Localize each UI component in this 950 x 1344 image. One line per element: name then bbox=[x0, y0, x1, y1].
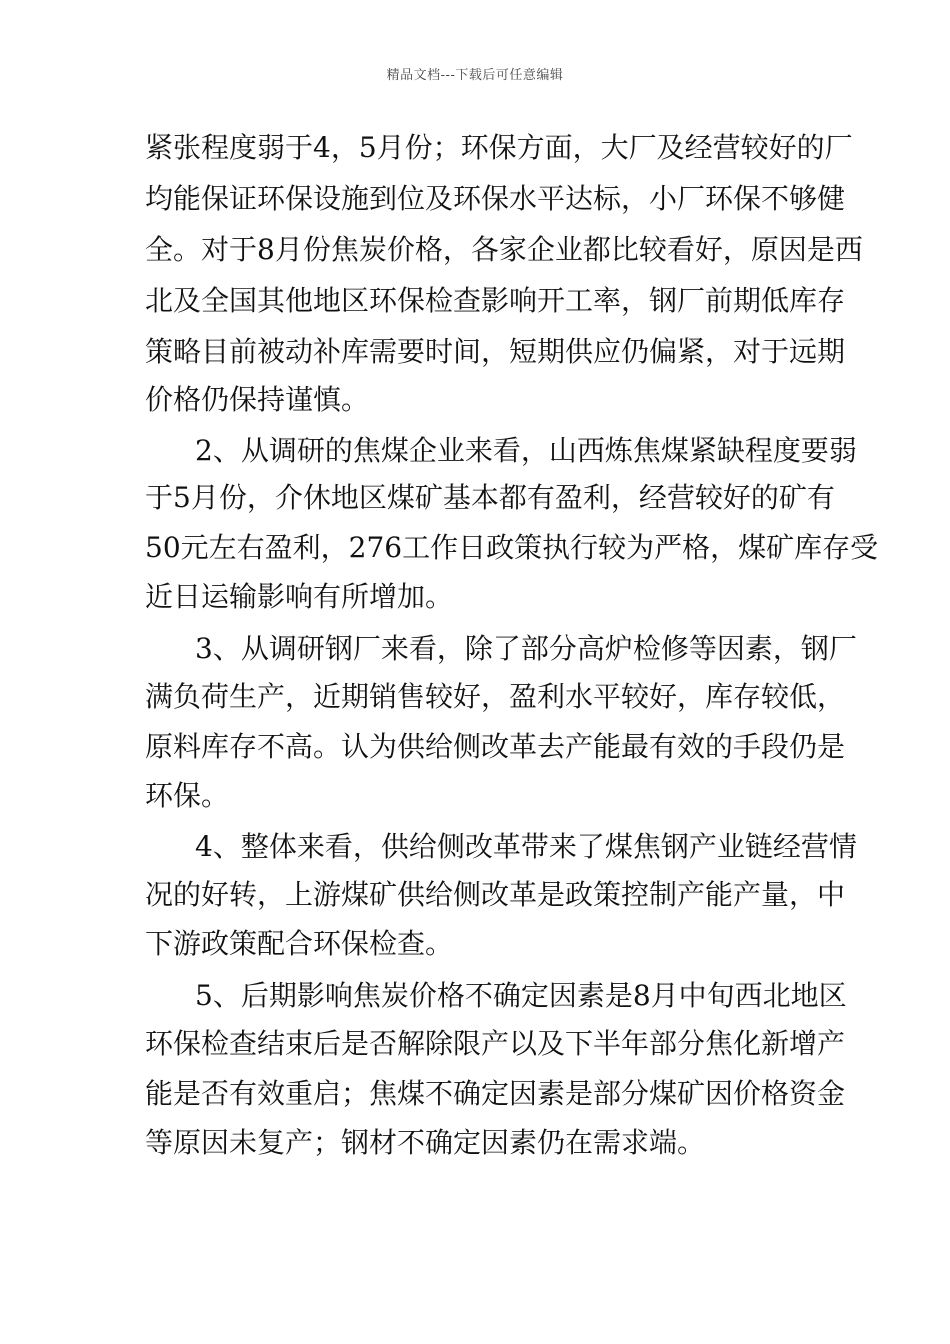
text-line: 于5月份，介休地区煤矿基本都有盈利，经营较好的矿有 bbox=[145, 481, 835, 514]
text-line: 全。对于8月份焦炭价格，各家企业都比较看好，原因是西 bbox=[145, 233, 863, 266]
text-line: 价格仍保持谨慎。 bbox=[145, 383, 370, 416]
paragraph-first-line: 4、整体来看，供给侧改革带来了煤焦钢产业链经营情 bbox=[195, 830, 857, 863]
text-line: 环保。 bbox=[145, 779, 230, 812]
page-header: 精品文档---下载后可任意编辑 bbox=[386, 68, 564, 83]
text-line: 下游政策配合环保检查。 bbox=[145, 927, 454, 960]
paragraph-first-line: 3、从调研钢厂来看，除了部分高炉检修等因素，钢厂 bbox=[195, 632, 857, 665]
text-line: 北及全国其他地区环保检查影响开工率，钢厂前期低库存 bbox=[145, 284, 846, 317]
text-line: 环保检查结束后是否解除限产以及下半年部分焦化新增产 bbox=[145, 1027, 846, 1060]
text-line: 紧张程度弱于4，5月份；环保方面，大厂及经营较好的厂 bbox=[145, 131, 853, 164]
paragraph-first-line: 5、后期影响焦炭价格不确定因素是8月中旬西北地区 bbox=[195, 979, 847, 1012]
text-line: 策略目前被动补库需要时间，短期供应仍偏紧，对于远期 bbox=[145, 335, 846, 368]
text-line: 50元左右盈利，276工作日政策执行较为严格，煤矿库存受 bbox=[145, 531, 879, 564]
text-line: 况的好转，上游煤矿供给侧改革是政策控制产能产量，中 bbox=[145, 878, 846, 911]
paragraph-first-line: 2、从调研的焦煤企业来看，山西炼焦煤紧缺程度要弱 bbox=[195, 434, 857, 467]
text-line: 满负荷生产，近期销售较好，盈利水平较好，库存较低， bbox=[145, 680, 846, 713]
text-line: 原料库存不高。认为供给侧改革去产能最有效的手段仍是 bbox=[145, 730, 846, 763]
text-line: 等原因未复产；钢材不确定因素仍在需求端。 bbox=[145, 1126, 706, 1159]
text-line: 均能保证环保设施到位及环保水平达标，小厂环保不够健 bbox=[145, 182, 846, 215]
text-line: 近日运输影响有所增加。 bbox=[145, 580, 454, 613]
text-line: 能是否有效重启；焦煤不确定因素是部分煤矿因价格资金 bbox=[145, 1077, 846, 1110]
